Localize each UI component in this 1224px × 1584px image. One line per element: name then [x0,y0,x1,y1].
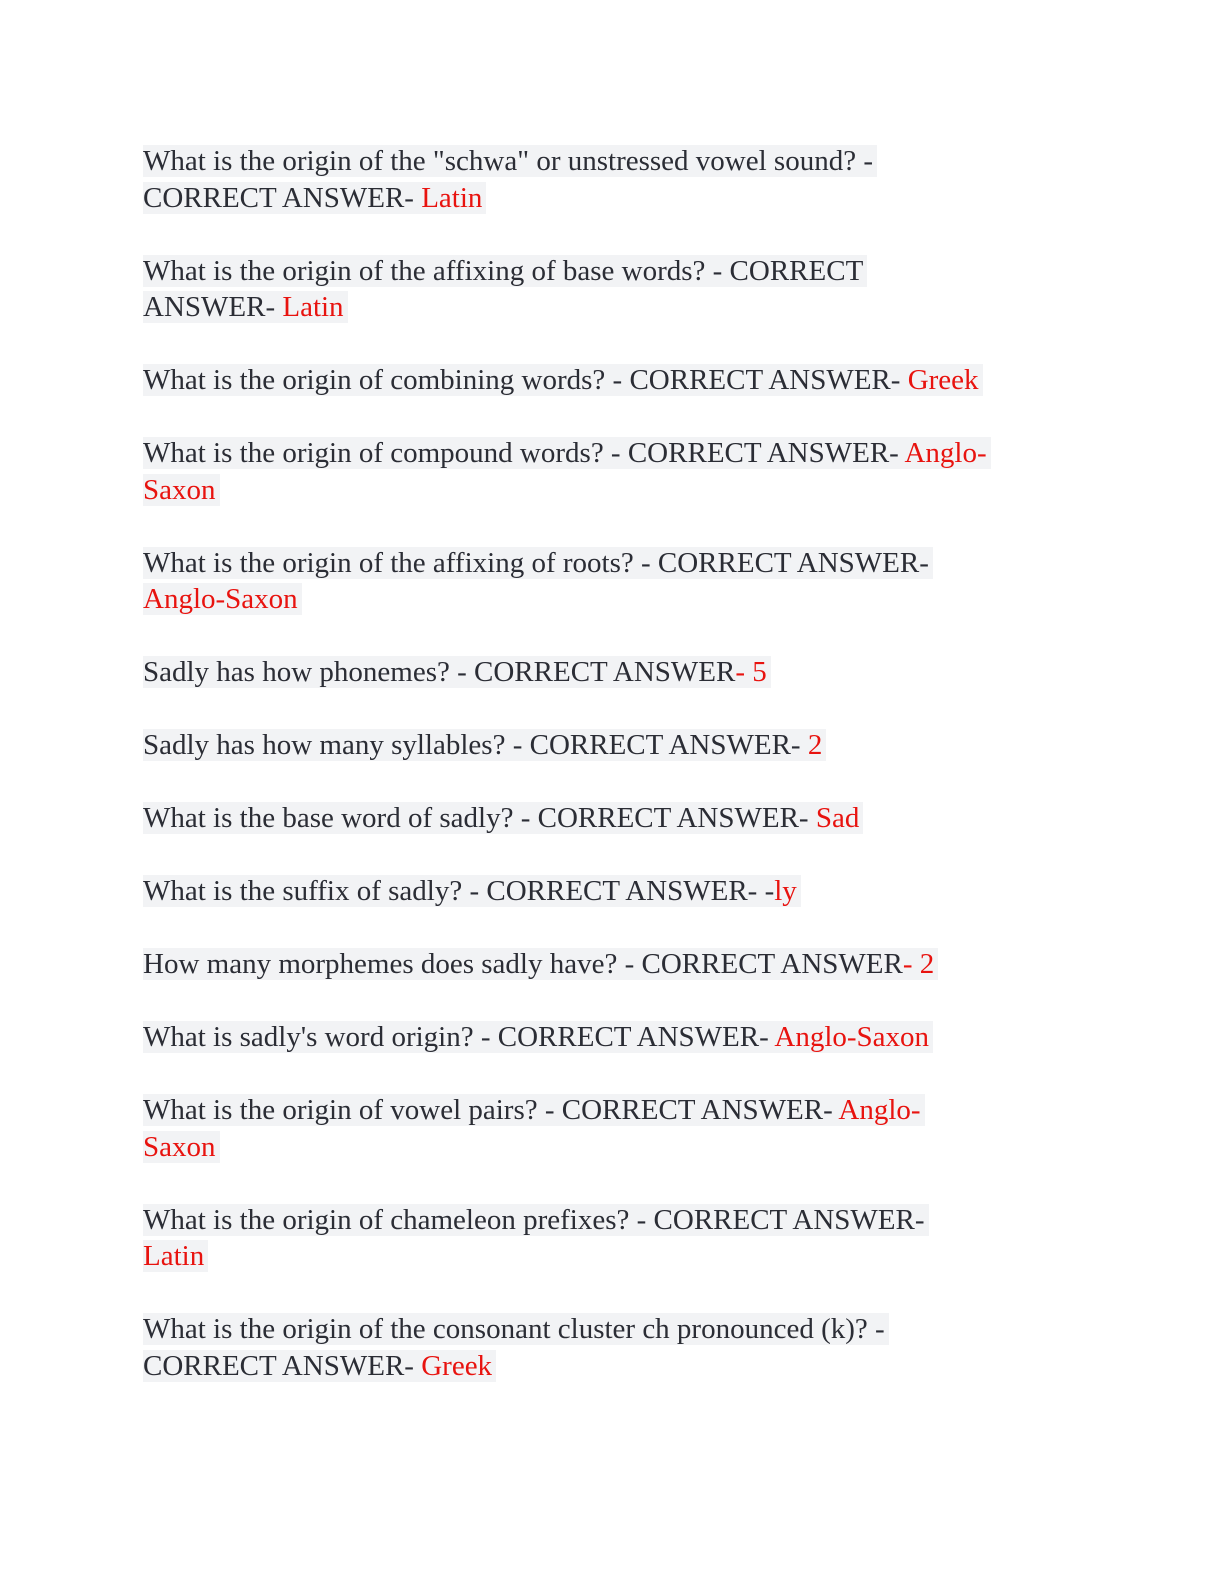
qa-list [143,143,1083,1384]
question-text: What is the origin of the affixing of roots? - CORRECT ANSWER- [143,546,929,579]
answer-text: 2 [807,729,823,761]
question-text: What is the origin of compound words? - CORRECT ANSWER- [143,437,905,469]
document-page [143,143,1083,1421]
highlighted-line [143,1094,925,1126]
highlighted-line [143,291,348,323]
answer-text: Saxon [143,1130,216,1163]
highlighted-line [143,547,933,579]
highlighted-line [143,474,220,506]
answer-text: Anglo-Saxon [143,583,298,615]
highlighted-line [143,182,486,214]
qa-item [143,1092,1083,1165]
question-text: ANSWER- [143,291,283,323]
answer-text: Anglo- [904,437,987,469]
answer-text: Latin [282,291,344,323]
question-text: CORRECT ANSWER- [143,181,422,214]
highlighted-line [143,1313,889,1345]
highlighted-line [143,729,826,761]
highlighted-line [143,583,302,615]
answer-text: Anglo- [838,1094,921,1126]
qa-item [143,727,1083,764]
question-text: What is the origin of chameleon prefixes? - CORRECT ANSWER- [143,1203,925,1236]
question-text: Sadly has how phonemes? - CORRECT ANSWER [143,656,736,688]
question-text: What is the origin of the affixing of base words? - CORRECT [143,254,864,287]
answer-text: Latin [143,1240,205,1272]
answer-text: Greek [421,1349,493,1382]
answer-text: - 5 [735,656,767,688]
qa-item [143,800,1083,837]
qa-item [143,545,1083,618]
question-text: What is the origin of the consonant cluster ch pronounced (k)? - [143,1313,885,1345]
answer-text: - 2 [902,948,935,980]
highlighted-line [143,656,771,688]
highlighted-line [143,364,983,396]
question-text: What is the origin of the "schwa" or unstressed vowel sound? - [143,145,873,177]
answer-text: Anglo-Saxon [774,1021,930,1053]
highlighted-line [143,948,938,980]
qa-item [143,435,1083,508]
highlighted-line [143,145,877,177]
qa-item [143,362,1083,399]
qa-item [143,253,1083,326]
question-text: What is sadly's word origin? - CORRECT ANSWER- [143,1021,775,1053]
highlighted-line [143,1240,208,1272]
qa-item [143,143,1083,216]
question-text: What is the origin of combining words? - CORRECT ANSWER- [143,364,908,396]
qa-item [143,1019,1083,1056]
highlighted-line [143,802,863,834]
question-text: How many morphemes does sadly have? - CORRECT ANSWER [143,948,903,980]
highlighted-line [143,1204,929,1236]
answer-text: Saxon [143,473,216,506]
qa-item [143,654,1083,691]
highlighted-line [143,255,867,287]
question-text: CORRECT ANSWER- [143,1349,422,1382]
highlighted-line [143,875,801,907]
qa-item [143,1311,1083,1384]
qa-item [143,1202,1083,1275]
question-text: What is the suffix of sadly? - CORRECT ANSWER- - [143,875,775,907]
qa-item [143,946,1083,983]
highlighted-line [143,1350,496,1382]
qa-item [143,873,1083,910]
highlighted-line [143,1131,220,1163]
question-text: Sadly has how many syllables? - CORRECT ANSWER- [143,729,808,761]
answer-text: Latin [421,181,483,214]
question-text: What is the base word of sadly? - CORRECT ANSWER- [143,802,816,834]
answer-text: Greek [907,364,979,396]
answer-text: ly [774,875,797,907]
answer-text: Sad [815,802,860,834]
highlighted-line [143,1021,933,1053]
question-text: What is the origin of vowel pairs? - CORRECT ANSWER- [143,1094,839,1126]
highlighted-line [143,437,991,469]
